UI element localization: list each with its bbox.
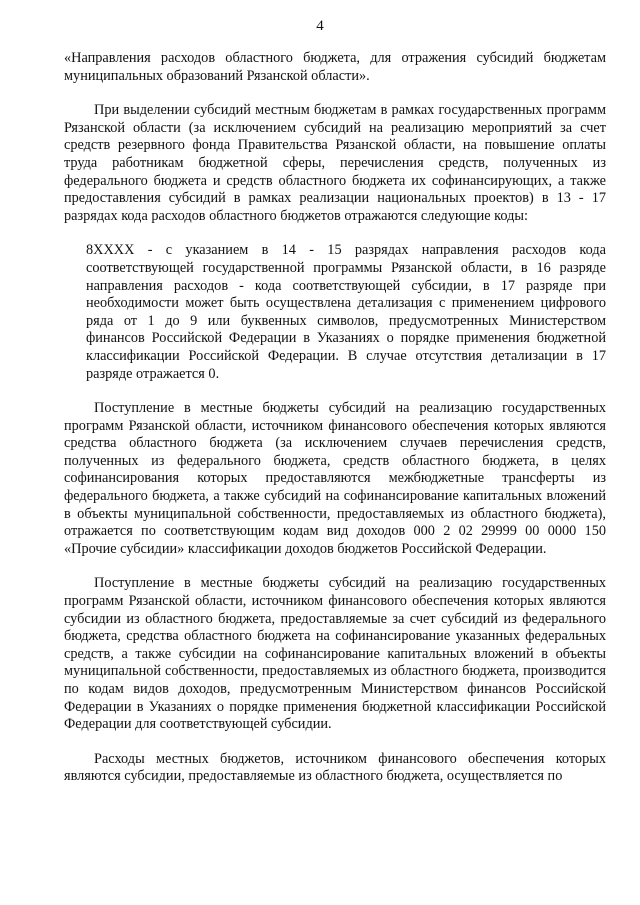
page-number: 4 <box>316 18 324 34</box>
paragraph-heading-continuation: «Направления расходов областного бюджета, для отражения субсидий бюджетам муниципальных образований Рязанской области». <box>64 50 606 84</box>
paragraph-code-8xxxx: 8ХXXX - с указанием в 14 - 15 разрядах направления расходов кода соответствующей государственной программы Рязанской области, в 16 разряде направления расходов - кода соответствующей субсидии, в 17 разряде при необходимости может быть осуществлена детализация с применением цифрового ряда от 1 до 9 или буквенных символов, предусмотренных Министерством финансов Российской Федерации в Указаниях о порядке применения бюджетной классификации Российской Федерации. В случае отсутствия детализации в 17 разряде отражается 0. <box>86 242 606 382</box>
paragraph-income-regional: Поступление в местные бюджеты субсидий на реализацию государственных программ Рязанской области, источником финансового обеспечения которых являются средства областного бюджета (за исключением случаев перечисления средств, полученных из федерального бюджета, средств областного бюджета, в целях софинансирования которых предоставляются межбюджетные трансферты из федерального бюджета, а также субсидий на софинансирование капитальных вложений в объекты муниципальной собственности, предоставляемых из областного бюджета), отражается по соответствующим кодам вид доходов 000 2 02 29999 00 0000 150 «Прочие субсидии» классификации доходов бюджетов Российской Федерации. <box>64 400 606 557</box>
document-body <box>64 50 606 786</box>
paragraph-local-expenses: Расходы местных бюджетов, источником финансового обеспечения которых являются субсидии, предоставляемые из областного бюджета, осуществляется по <box>64 750 606 785</box>
paragraph-income-federal: Поступление в местные бюджеты субсидий на реализацию государственных программ Рязанской области, источником финансового обеспечения которых являются субсидии из областного бюджета, предоставляемые за счет субсидий из федерального бюджета, средства областного бюджета на софинансирование указанных федеральных средств, а также субсидии на софинансирование капитальных вложений в объекты муниципальной собственности, предоставляемых из областного бюджета, производится по кодам видов доходов, предусмотренным Министерством финансов Российской Федерации в Указаниях о порядке применения бюджетной классификации Российской Федерации для соответствующей субсидии. <box>64 575 606 733</box>
paragraph-subsidy-allocation: При выделении субсидий местным бюджетам в рамках государственных программ Рязанской области (за исключением субсидий на реализацию мероприятий за счет средств резервного фонда Правительства Рязанской области, на повышение оплаты труда работникам бюджетной сферы, перечисления средств, полученных из федерального бюджета и средств областного бюджета их софинансирующих, а также предоставления субсидий в рамках реализации национальных проектов) в 13 - 17 разрядах кода расходов областного бюджетов отражаются следующие коды: <box>64 102 606 224</box>
